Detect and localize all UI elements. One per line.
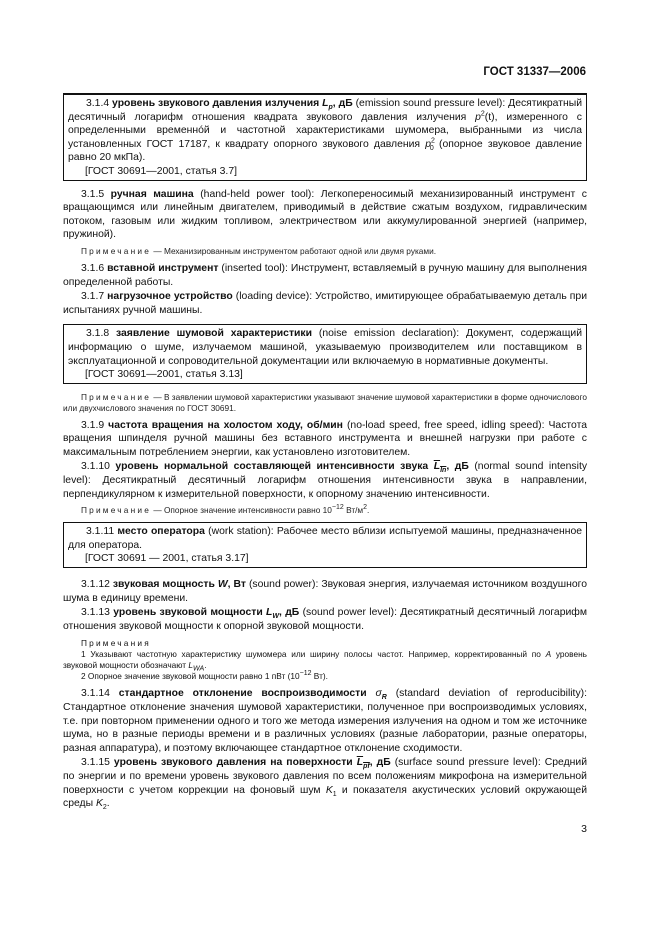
term: стандартное отклонение воспроизводимости [118,688,367,700]
definition-text: (hand-held power tool): Легкопереносимый механизированный инструмент с вращающимся или линейным двигателем, приводимый в действие сжатым воздухом, гидравлическим потоком, газовым или жидким топливом, электричеством или аккумулированной энергией (например, пружиной). [63,188,587,241]
unit: , дБ [332,98,353,109]
clause-number: 3.1.7 [81,291,105,303]
definition-text: (no-load speed, free speed, idling speed): Частота вращения шпинделя ручной машины без вставного инструмента и внешней нагрузки при работе с максимальным потреблением энергии, как установлено изготовителем. [63,419,588,458]
clause-number: 3.1.9 [81,419,105,431]
definition-box-3-1-4 [63,93,587,181]
definition-box-3-1-11 [63,522,587,568]
unit: , дБ [369,757,391,769]
definition-3-1-14 [63,687,587,755]
definition-text: (inserted tool): Инструмент, вставляемый в ручную машину для выполнения определенной работы. [63,262,587,288]
symbol: $L_p$ [322,98,333,112]
symbol: $\sigma_R$ [375,688,387,702]
clause-number: 3.1.13 [81,607,110,619]
clause-number: 3.1.14 [81,688,110,700]
definition-3-1-8 [68,327,582,368]
note-item-2: 2 Опорное значение звуковой мощности равно 1 пВт ($10^{-12}$ Вт). [81,670,328,682]
term: уровень нормальной составляющей интенсивности звука [115,461,429,473]
note-3-1-5: Примечание — Механизированным инструментом работают одной или двумя руками. [81,245,437,256]
definition-text: (sound power): Звуковая энергия, излучаемая источником воздушного шума в единицу времени. [63,579,587,604]
reference: [ГОСТ 30691—2001, статья 3.13] [85,369,243,381]
definition-3-1-13 [63,606,587,633]
definition-3-1-10 [63,460,587,501]
definition-3-1-15: 3.1.15 уровень звукового давления на поверхности $L_{pf}$, дБ (surface sound pressure level): Средний по энергии и по времени уровень звукового давления по всем положениям микрофона на измерительной поверхности с учетом коррекции на фоновый шум $K_1$ и показателя акустических условий окружающей среды $K_2$. [63,757,588,812]
note-3-1-8: Примечание — В заявлении шумовой характеристики указывают значение шумовой характеристики в форме одночислового или двухчислового значения по ГОСТ 30691. [63,391,587,413]
definition-text: (work station): Рабочее место вблизи испытуемой машины, предназначенное для оператора. [68,526,583,551]
symbol: W [217,579,228,591]
clause-number: 3.1.5 [81,188,105,200]
term: уровень звукового давления излучения [112,98,320,109]
definition-text: (standard deviation of reproducibility): Стандартное отклонение значения шумовой характеристики, полученное при воспроизводимых условиях, т.е. при повторном применении одного и того же метода измерения излучения на одном и том же источнике шума, но в разные периоды времени и в различных условиях (разные лаборатории, разные операторы, разная аппаратура), и поэтому включающее стандартное отклонение сходимости. [63,688,587,754]
notes-heading: Примечания [81,638,151,649]
reference: [ГОСТ 30691—2001, статья 3.7] [85,165,237,177]
definition-3-1-6 [63,262,587,289]
clause-number: 3.1.6 [81,262,105,274]
clause-number: 3.1.8 [86,328,110,340]
definition-3-1-12 [63,578,587,605]
term: звуковая мощность [112,579,218,591]
clause-number: 3.1.15 [81,757,110,769]
definition-3-1-7 [63,290,587,317]
term: заявление шумовой характеристики [115,328,313,340]
page-content [63,93,587,812]
symbol: $L_{In}$ [433,461,447,475]
symbol: $L_{pf}$ [356,757,370,771]
unit: , дБ [446,461,469,473]
term: уровень звукового давления на поверхности [113,757,353,769]
page-number: 3 [581,823,587,835]
note-item-1: 1 Указывают частотную характеристику шумомера или ширину полосы частот. Например, корректированный по А уровень звуковой мощности обозначают $L_{WA}$. [63,649,587,674]
term: вставной инструмент [107,262,219,274]
unit: , дБ [279,607,300,619]
definition-text: (normal sound intensity level): Десятикратный десятичный логарифм отношения интенсивности звука в направлении, перпендикулярном к измерительной поверхности, к опорному значению интенсивности. [63,461,588,500]
definition-text: (sound power level): Десятикратный десятичный логарифм отношения звуковой мощности к опорной звуковой мощности. [63,607,587,632]
unit: , Вт [227,579,246,591]
term: ручная машина [110,188,194,200]
definition-text: (noise emission declaration): Документ, содержащий информацию о шуме, излучаемом машиной, указываемую производителем или поставщиком в эксплуатационной и сопроводительной документации или включаемую в нормативные документы. [68,328,582,367]
definition-3-1-5 [63,188,587,242]
definition-3-1-9 [63,419,587,460]
symbol: $L_W$ [266,607,280,621]
definition-3-1-11 [68,525,582,552]
note-3-1-10: Примечание — Опорное значение интенсивности равно $10^{-12}$ $Вт/м^2$. [81,504,370,516]
definition-box-3-1-8 [63,324,587,383]
term: частота вращения на холостом ходу, об/мин [108,419,343,431]
clause-number: 3.1.12 [81,579,110,591]
definition-3-1-4: 3.1.4 уровень звукового давления излучения $L_p$, дБ (emission sound pressure level): Десятикратный десятичный логарифм отношения квадрата звукового давления излучения $p^2(t)$, измеренного с определенными временнóй и частотной характеристиками шумомера, выбранными из числа установленных ГОСТ 17187, к квадрату опорного звукового давления $p^2_0$ (опорное звуковое давление равно 20 мкПа). [68,98,583,164]
document-id-header: ГОСТ 31337—2006 [483,66,586,78]
clause-number: 3.1.10 [81,461,110,473]
reference: [ГОСТ 30691 — 2001, статья 3.17] [85,553,249,565]
definition-text: (emission sound pressure level): Десятикратный десятичный логарифм отношения квадрата звукового давления излучения [68,98,582,123]
clause-number: 3.1.4 [86,98,110,109]
clause-number: 3.1.11 [86,526,115,538]
term: уровень звуковой мощности [113,607,263,619]
term: нагрузочное устройство [107,291,233,303]
term: место оператора [117,526,205,538]
definition-text: (loading device): Устройство, имитирующее обрабатываемую деталь при испытаниях ручной машины. [63,291,588,316]
definition-text: (surface sound pressure level): Средний по энергии и по времени уровень звукового давления по всем положениям микрофона на измерительной поверхности с учетом коррекции на фоновый шум [63,757,588,796]
